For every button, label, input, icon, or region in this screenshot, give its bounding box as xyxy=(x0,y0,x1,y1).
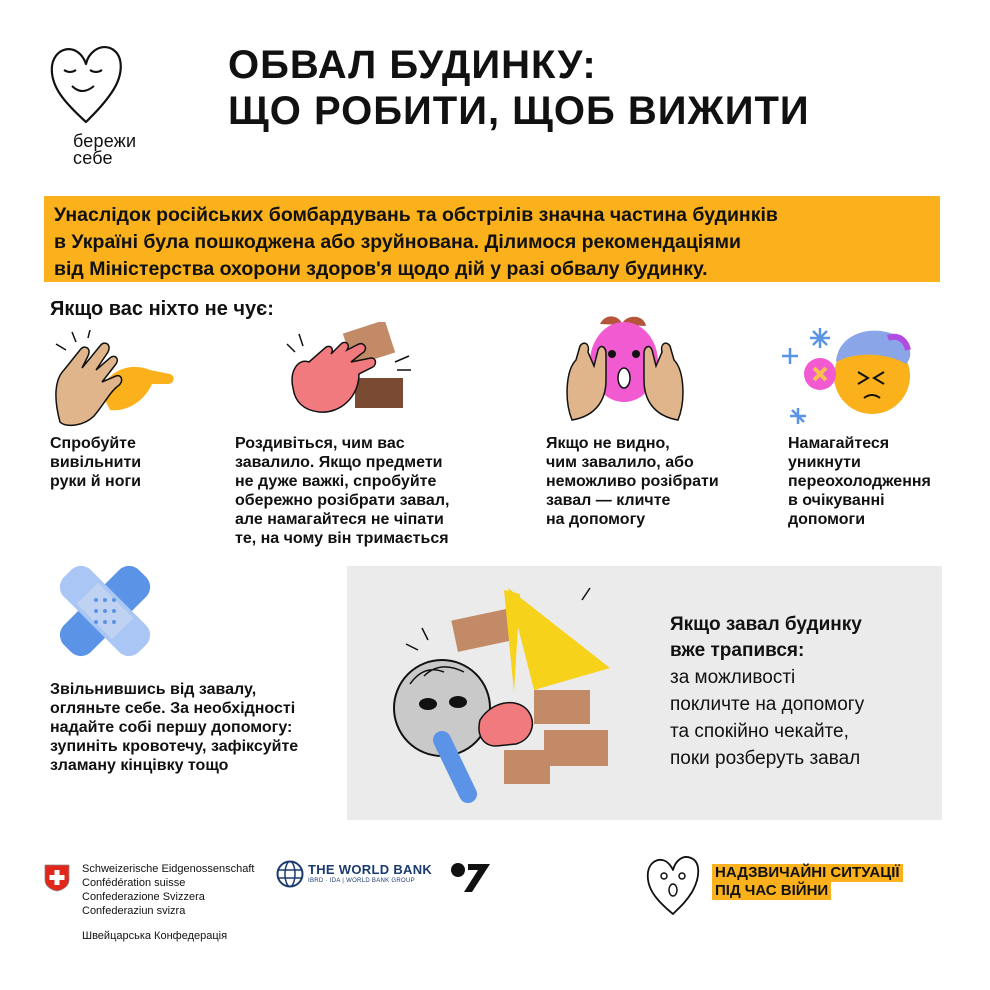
tip-line: обережно розібрати завал, xyxy=(235,492,450,509)
tip-free-limbs xyxy=(50,434,190,491)
tip-line: не дуже важкі, спробуйте xyxy=(235,473,437,490)
shocked-heart-icon xyxy=(644,852,702,918)
intro-line-1: Унаслідок російських бомбардувань та обстрілів значна частина будинків xyxy=(54,204,778,226)
tip-line: переохолодження xyxy=(788,473,931,490)
tip-line: Якщо не видно, xyxy=(546,435,670,452)
swiss-name-line: Confédération suisse xyxy=(82,877,186,889)
collapse-advice xyxy=(670,664,930,772)
tip-line: те, на чому він тримається xyxy=(235,530,449,547)
page-title-line-2: ЩО РОБИТИ, ЩОБ ВИЖИТИ xyxy=(228,89,810,133)
page-title-line-1: ОБВАЛ БУДИНКУ: xyxy=(228,43,597,87)
swiss-confederation-ua: Швейцарська Конфедерація xyxy=(82,930,228,942)
collapse-advice-line: за можливості xyxy=(670,667,796,688)
tip-line: завал — кличте xyxy=(546,492,671,509)
brand-line-2: себе xyxy=(73,148,113,168)
collapse-heading-line-1: Якщо завал будинку xyxy=(670,614,862,635)
swiss-name-line: Confederazione Svizzera xyxy=(82,891,205,903)
intro-line-2: в Україні була пошкоджена або зруйнована. Ділимося рекомендаціями xyxy=(54,231,742,253)
brand-line-1: бережи xyxy=(73,131,137,151)
tip-avoid-hypothermia xyxy=(788,434,958,529)
tip-line: руки й ноги xyxy=(50,473,141,490)
swiss-coat-of-arms-icon xyxy=(44,864,70,892)
tip-line: допомоги xyxy=(788,511,866,528)
swiss-name-line: Confederaziun svizra xyxy=(82,905,186,917)
collapse-advice-line: та спокійно чекайте, xyxy=(670,721,849,742)
emergency-line-1: НАДЗВИЧАЙНІ СИТУАЦІЇ xyxy=(712,864,903,882)
tip-line: Спробуйте xyxy=(50,435,136,452)
partner-logo-icon xyxy=(448,860,492,894)
tip-line: Роздивіться, чим вас xyxy=(235,435,405,452)
tip-line: завалило. Якщо предмети xyxy=(235,454,443,471)
tip-line: на допомогу xyxy=(546,511,646,528)
emergency-line-2: ПІД ЧАС ВІЙНИ xyxy=(712,882,831,900)
trapped-person-under-debris-icon xyxy=(384,580,634,810)
tip-line: зламану кінцівку тощо xyxy=(50,757,229,774)
tip-line: але намагайтеся не чіпати xyxy=(235,511,444,528)
tip-line: огляньте себе. За необхідності xyxy=(50,700,296,717)
emergency-series-label xyxy=(712,864,903,900)
intro-banner xyxy=(44,196,940,282)
tip-first-aid xyxy=(50,680,340,775)
tip-line: надайте собі першу допомогу: xyxy=(50,719,293,736)
section-heading: Якщо вас ніхто не чує: xyxy=(50,298,274,320)
tip-line: неможливо розібрати xyxy=(546,473,719,490)
intro-line-3: від Міністерства охорони здоров'я щодо дій у разі обвалу будинку. xyxy=(54,258,708,280)
raised-hands-icon xyxy=(40,330,180,430)
screaming-face-icon xyxy=(560,310,690,430)
collapse-heading-line-2: вже трапився: xyxy=(670,640,805,661)
tip-inspect-debris xyxy=(235,434,480,548)
world-bank-name: THE WORLD BANK xyxy=(308,862,433,877)
collapse-advice-line: покличте на допомогу xyxy=(670,694,865,715)
swiss-confederation-names xyxy=(82,862,254,918)
tip-line: Звільнившись від завалу, xyxy=(50,681,257,698)
swiss-name-line: Schweizerische Eidgenossenschaft xyxy=(82,863,255,875)
page-title xyxy=(228,42,810,134)
tip-line: в очікуванні xyxy=(788,492,885,509)
bandage-icon xyxy=(50,556,160,666)
tip-line: Намагайтеся xyxy=(788,435,890,452)
world-bank-group: IBRD · IDA | WORLD BANK GROUP xyxy=(308,878,415,884)
tip-call-for-help xyxy=(546,434,756,529)
tip-line: зупиніть кровотечу, зафіксуйте xyxy=(50,738,299,755)
world-bank-globe-icon xyxy=(276,860,304,888)
collapse-advice-line: поки розберуть завал xyxy=(670,748,861,769)
tip-line: вивільнити xyxy=(50,454,142,471)
brand-wordmark xyxy=(73,133,136,167)
tip-line: уникнути xyxy=(788,454,861,471)
collapse-heading xyxy=(670,612,920,664)
smiling-heart-icon xyxy=(46,40,126,126)
hands-lifting-bricks-icon xyxy=(285,322,415,422)
cold-face-icon xyxy=(780,318,930,428)
tip-line: чим завалило, або xyxy=(546,454,694,471)
